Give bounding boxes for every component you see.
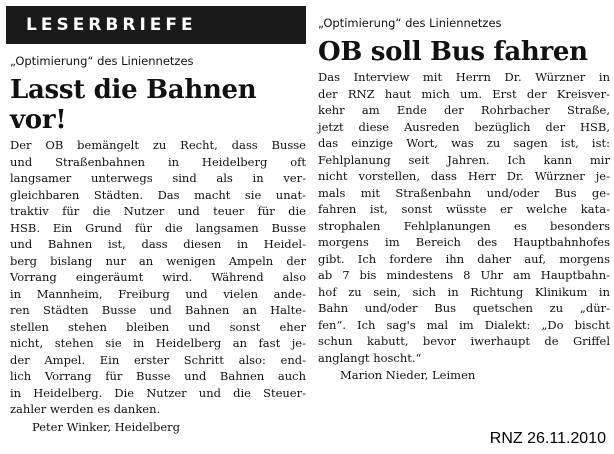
body-line: Vorrang eingeräumt wird. Während also (10, 270, 306, 284)
body-line: kehr am Ende der Rohrbacher Straße, (318, 103, 610, 117)
letter-right-kicker: „Optimierung“ des Liniennetzes (318, 16, 502, 30)
letter-left-headline: Lasst die Bahnen vor! (10, 75, 257, 135)
body-line: ab 7 bis mindestens 8 Uhr am Hauptbahn- (318, 268, 610, 282)
body-line: ren Städten Busse und Bahnen an Halte- (10, 303, 306, 317)
body-line: in Heidelberg. Die Nutzer und die Steuer- (10, 385, 306, 400)
body-line: und Bahnen ist, dass diesen in Heidel- (10, 237, 306, 251)
body-line: der Ampel. Ein erster Schritt also: end- (10, 352, 306, 367)
letter-left-signature: Peter Winker, Heidelberg (32, 419, 181, 434)
letter-left-kicker: „Optimierung“ des Liniennetzes (10, 54, 194, 68)
body-line: lich Vorrang für Busse und Bahnen auch (10, 369, 306, 383)
body-line: schun kabutt, bevor iwerhaupt de Griffel (318, 334, 610, 348)
body-line: und Straßenbahnen in Heidelberg oft (10, 154, 306, 169)
letter-right-headline: OB soll Bus fahren (318, 37, 588, 67)
letter-right-signature: Marion Nieder, Leimen (340, 368, 476, 382)
body-line: langsamer unterwegs sind als in ver- (10, 171, 306, 185)
section-banner (6, 6, 306, 44)
body-line: anglangt hoscht.“ (318, 350, 422, 365)
body-line: berg bislang nur an wenigen Ampeln der (10, 253, 306, 268)
letter-right (318, 16, 610, 383)
body-line: in Mannheim, Freiburg und vielen ande- (10, 286, 306, 301)
body-line: fen“. Ich sag's mal im Dialekt: „Do bischt (318, 317, 610, 332)
letter-right-body (318, 69, 610, 366)
letter-left-body (10, 137, 306, 418)
body-line: traktiv für die Nutzer und teuer für die (10, 204, 306, 218)
body-line: gleichbaren Städten. Das macht sie unat- (10, 187, 306, 202)
body-line: fahren ist, sonst wüsste er welche kata- (318, 202, 610, 216)
section-title: LESERBRIEFE (26, 15, 197, 35)
body-line: Der OB bemängelt zu Recht, dass Busse (10, 138, 306, 152)
body-line: HSB. Ein Grund für die langsamen Busse (10, 220, 306, 235)
source-date-stamp: RNZ 26.11.2010 (489, 430, 606, 447)
body-line: jetzt diese Ausreden bezüglich der HSB, (318, 119, 610, 134)
body-line: nicht vorstellen, dass Herr Dr. Würzner je- (318, 169, 610, 183)
body-line: das einzige Wort, was zu sagen ist, ist: (318, 136, 610, 150)
body-line: stellen stehen bleiben und sonst eher (10, 319, 306, 334)
body-line: strophalen Fehlplanungen es besonders (318, 218, 610, 233)
body-line: Das Interview mit Herrn Dr. Würzner in (318, 70, 610, 84)
body-line: hof zu sein, sich in Richtung Klinikum in (318, 284, 610, 299)
body-line: Bahn und/oder Bus quetschen zu „dür- (318, 301, 610, 315)
body-line: morgens im Bereich des Hauptbahnhofes (318, 235, 610, 249)
body-line: Fehlplanung seit Jahren. Ich kann mir (318, 152, 610, 167)
body-line: mals mit Straßenbahn und/oder Bus ge- (318, 185, 610, 200)
body-line: nicht, stehen sie in Heidelberg an fast je- (10, 336, 306, 350)
body-line: zahler werden es danken. (10, 402, 161, 416)
body-line: der RNZ haut mich um. Erst der Kreisver- (318, 86, 610, 101)
letter-left (10, 54, 306, 435)
body-line: gibt. Ich fordere ihn daher auf, morgens (318, 251, 610, 266)
